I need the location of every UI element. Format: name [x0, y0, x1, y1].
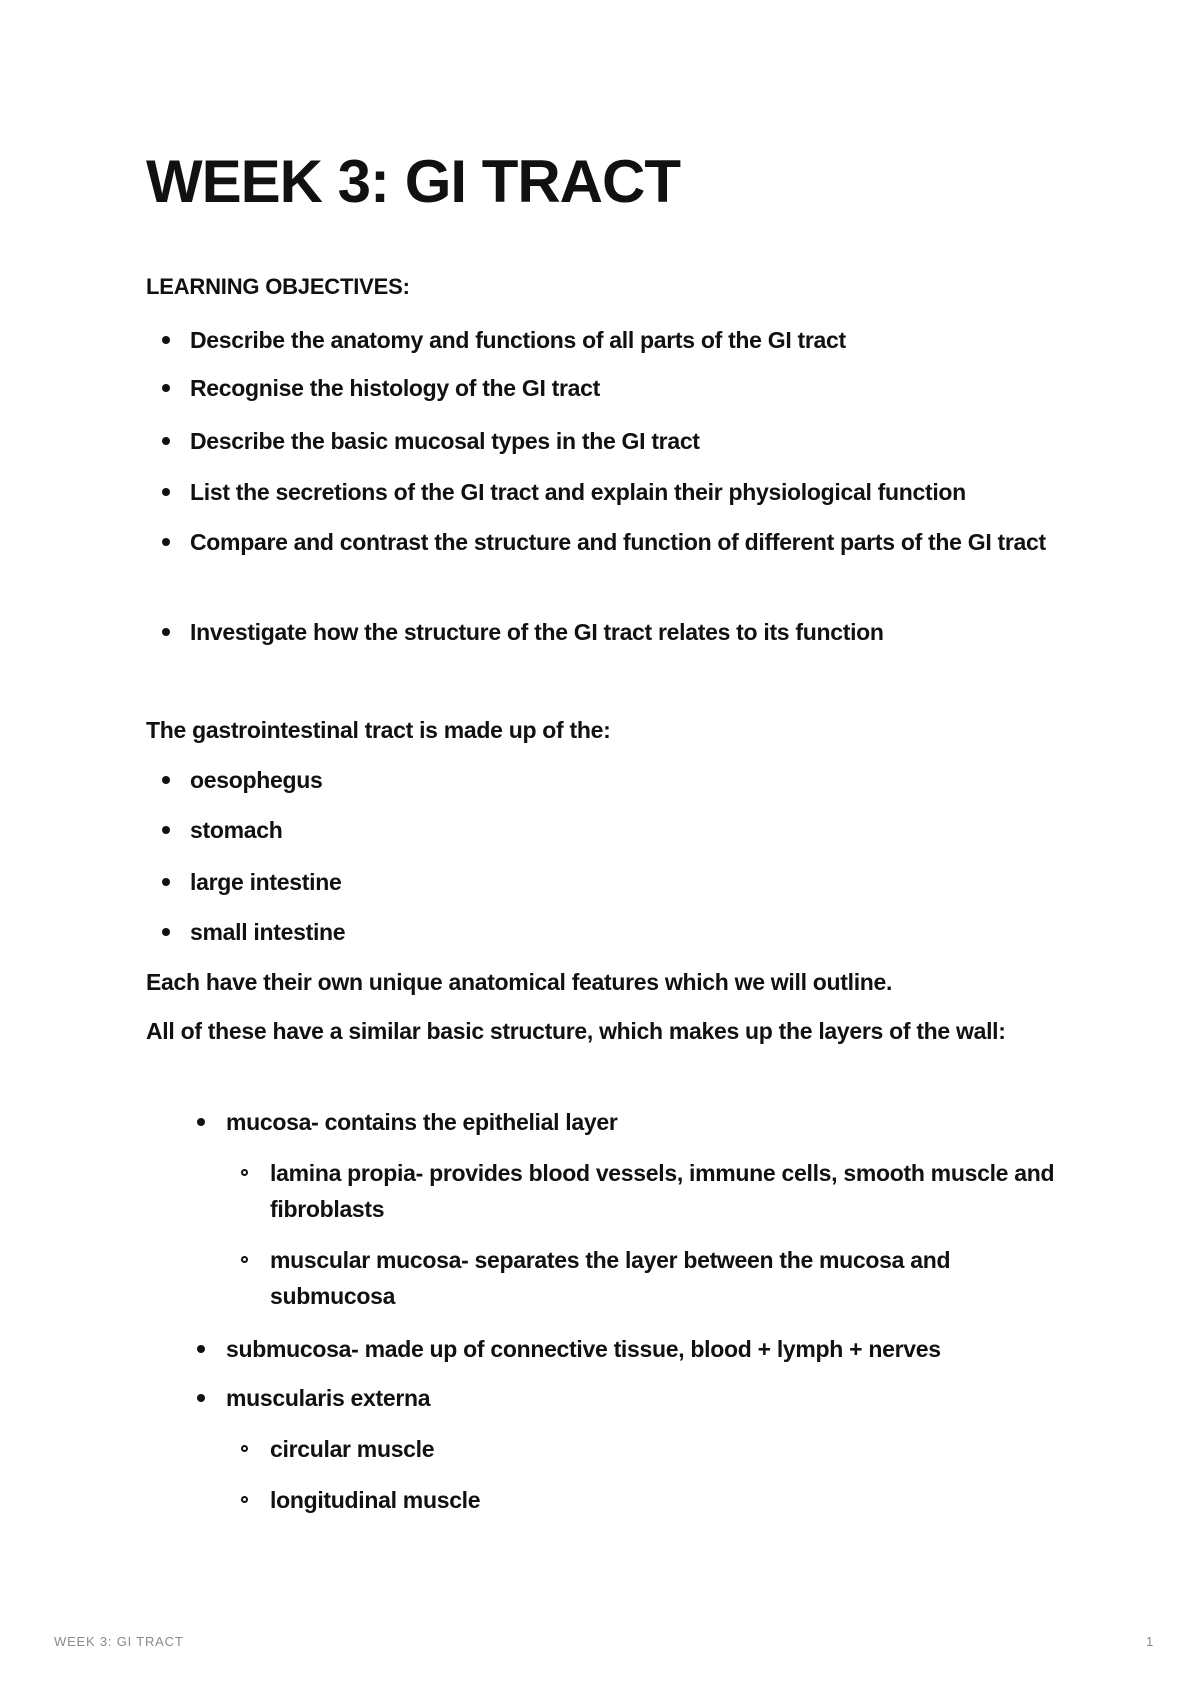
list-item: muscular mucosa- separates the layer between the mucosa and submucosa: [270, 1242, 1070, 1314]
bullet-ring-icon: [241, 1256, 248, 1263]
structure-intro: All of these have a similar basic structure, which makes up the layers of the wall:: [146, 1018, 1006, 1044]
bullet-icon: [162, 336, 170, 344]
list-item: Describe the anatomy and functions of all parts of the GI tract: [190, 322, 1080, 358]
page-number: 1: [1145, 1634, 1154, 1649]
bullet-icon: [162, 384, 170, 392]
list-item: small intestine: [190, 914, 1080, 950]
bullet-icon: [197, 1345, 205, 1353]
bullet-icon: [162, 776, 170, 784]
list-item: Compare and contrast the structure and function of different parts of the GI tract: [190, 524, 1080, 560]
bullet-icon: [162, 538, 170, 546]
list-item: large intestine: [190, 864, 1080, 900]
list-item: muscularis externa: [226, 1380, 1076, 1416]
list-item: longitudinal muscle: [270, 1482, 1070, 1518]
list-item: stomach: [190, 812, 1080, 848]
list-item: Describe the basic mucosal types in the GI tract: [190, 423, 1080, 459]
learning-objectives-heading: LEARNING OBJECTIVES:: [146, 274, 410, 299]
list-item: circular muscle: [270, 1431, 1070, 1467]
bullet-ring-icon: [241, 1445, 248, 1452]
list-item: Recognise the histology of the GI tract: [190, 370, 1080, 406]
bullet-icon: [162, 826, 170, 834]
list-item: submucosa- made up of connective tissue, blood + lymph + nerves: [226, 1331, 1076, 1367]
list-item: oesophegus: [190, 762, 1080, 798]
bullet-icon: [162, 437, 170, 445]
list-item: mucosa- contains the epithelial layer: [226, 1104, 1076, 1140]
bullet-icon: [197, 1118, 205, 1126]
bullet-icon: [197, 1394, 205, 1402]
bullet-ring-icon: [241, 1169, 248, 1176]
list-item: List the secretions of the GI tract and explain their physiological function: [190, 474, 1080, 510]
bullet-icon: [162, 628, 170, 636]
list-item: lamina propia- provides blood vessels, immune cells, smooth muscle and fibroblasts: [270, 1155, 1070, 1227]
list-item: Investigate how the structure of the GI tract relates to its function: [190, 614, 1080, 650]
bullet-icon: [162, 488, 170, 496]
page-title: WEEK 3: GI TRACT: [146, 148, 680, 215]
gi-tract-intro: The gastrointestinal tract is made up of the:: [146, 717, 611, 743]
bullet-icon: [162, 878, 170, 886]
bullet-ring-icon: [241, 1496, 248, 1503]
gi-tract-note: Each have their own unique anatomical features which we will outline.: [146, 969, 893, 995]
footer-title: WEEK 3: GI TRACT: [54, 1634, 184, 1649]
bullet-icon: [162, 928, 170, 936]
